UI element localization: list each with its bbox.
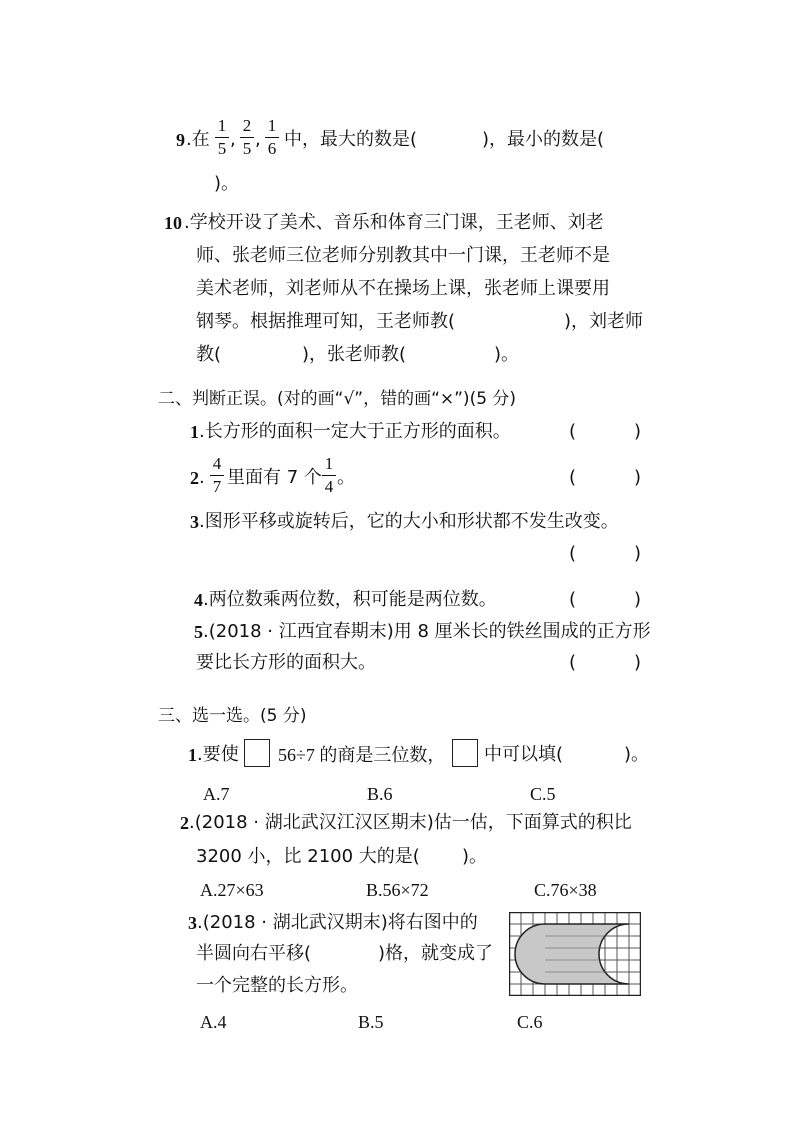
answer-paren-close[interactable]: ) [634,589,642,610]
question-number: 1 [190,422,199,442]
section-title: 二、判断正误。(对的画“√”，错的画“×”)(5 分) [158,389,517,409]
fraction: 4 7 [210,455,224,496]
question-number: 4 [194,590,203,610]
answer-blank[interactable]: )，最小的数是( [482,129,605,150]
question-number: 3 [190,512,199,532]
option-a[interactable]: A.27×63 [200,880,264,900]
answer-blank[interactable]: )。 [624,744,650,765]
answer-paren-open[interactable]: ( [569,467,577,488]
option-c[interactable]: C.6 [517,1012,543,1032]
fraction: 1 4 [322,455,336,496]
answer-paren-close[interactable]: ) [634,652,642,673]
option-b[interactable]: B.5 [358,1012,384,1032]
answer-blank[interactable]: )格，就变成了 [378,943,494,964]
blank-square[interactable] [452,739,478,767]
question-number: 2 [190,468,199,488]
answer-blank[interactable]: )。 [494,344,520,365]
answer-blank[interactable]: )。 [462,846,488,867]
grid-figure [509,912,641,996]
question-number: 9 [176,130,185,150]
section-title: 三、选一选。(5 分) [158,706,307,726]
fraction: 2 5 [240,117,254,158]
answer-paren-close[interactable]: ) [634,421,642,442]
answer-paren-close[interactable]: ) [634,467,642,488]
answer-blank[interactable]: )，张老师教( [302,344,407,365]
question-number: 3 [188,913,197,933]
fraction: 1 6 [265,117,279,158]
question-text: .在 [186,129,210,150]
option-b[interactable]: B.6 [367,784,393,804]
answer-paren-open[interactable]: ( [569,421,577,442]
question-number: 2 [180,813,189,833]
answer-blank[interactable]: )，刘老师 [564,311,644,332]
answer-blank[interactable]: )。 [214,173,240,194]
option-b[interactable]: B.56×72 [366,880,429,900]
answer-paren-open[interactable]: ( [569,543,577,564]
option-c[interactable]: C.76×38 [534,880,597,900]
fraction: 1 5 [215,117,229,158]
option-c[interactable]: C.5 [530,784,556,804]
blank-square[interactable] [244,739,270,767]
question-number: 5 [194,622,203,642]
answer-paren-open[interactable]: ( [569,589,577,610]
answer-paren-open[interactable]: ( [569,652,577,673]
question-number: 1 [188,745,197,765]
option-a[interactable]: A.7 [203,784,230,804]
answer-paren-close[interactable]: ) [634,543,642,564]
shaded-shape [515,924,629,984]
question-number: 10 [164,213,182,233]
option-a[interactable]: A.4 [200,1012,227,1032]
